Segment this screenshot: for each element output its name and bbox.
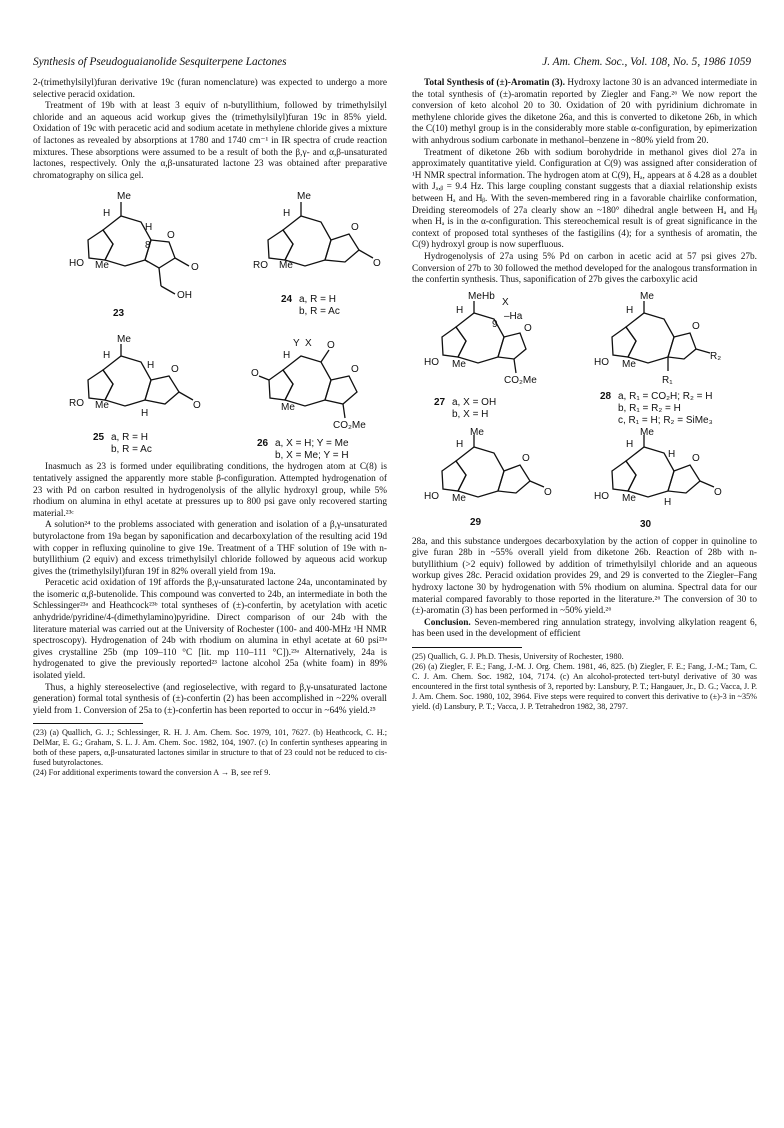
- paragraph: Hydroxy lactone 30 is an advanced intermediate in the total synthesis of (±)-aromatin reported by Ziegler and Fang.²⁶ We now report the conversion of keto alcohol 20 to 30. Oxidation of 20 with pyridinium dichromate in methylene chloride gives the diketone 26a, and this is converted to diketone 26b, in which the C(10) methyl group is in the considerably more stable α-configuration, by epimerization with anhydrous sodium carbonate in methanol–benzene in ~80% yield from 20.: [412, 78, 757, 146]
- atom-label: Me: [297, 191, 311, 203]
- atom-label: R₁: [662, 374, 673, 386]
- atom-label: O: [714, 486, 722, 498]
- atom-label: Me: [468, 290, 482, 302]
- paragraph: Inasmuch as 23 is formed under equilibrating conditions, the hydrogen atom at C(8) is tentatively assigned the apparently more stable β-configuration. Attempted hydrogenation of 23 with Pd on carbon resulted in hydrogenolysis of the allylic hydroxyl group, while 5% rhodium on alumina in ethyl acetate at pressures up to 800 psi gave only recovered starting material.²³ᶜ: [33, 462, 387, 519]
- atom-label: RO: [69, 398, 84, 410]
- compound-number: 25: [93, 432, 105, 444]
- structure-caption: b, R₁ = R₂ = H: [618, 402, 681, 414]
- structure-caption: a, X = H; Y = Me: [275, 438, 349, 450]
- left-column: [33, 78, 387, 778]
- structure-caption: b, X = H: [452, 408, 489, 420]
- atom-label: H: [626, 438, 634, 450]
- footnotes: [33, 728, 387, 778]
- atom-label: O: [251, 368, 259, 380]
- atom-label: 8: [145, 240, 151, 252]
- structures-25-26: [33, 332, 387, 462]
- structure-caption: b, X = Me; Y = H: [275, 450, 349, 462]
- atom-label: H: [664, 496, 672, 508]
- paragraph: Thus, a highly stereoselective (and regioselective, with regard to β,γ-unsaturated lactone generation) formal total synthesis of (±)-confertin (2) has been accomplished in ~22% overall yield from 1. Conversion of 25a to (±)-confertin has been reported to occur in ~64% yield.²⁵: [33, 682, 387, 716]
- paragraph: Seven-membered ring annulation strategy, involving alkylation reagent 6, has been used in the development of efficient: [412, 617, 757, 640]
- atom-label: H: [668, 448, 676, 460]
- compound-number: 24: [281, 294, 293, 306]
- atom-label: CO₂Me: [504, 374, 537, 386]
- atom-label: Me: [640, 426, 654, 438]
- atom-label: X: [502, 296, 509, 308]
- paragraph: Hydrogenolysis of 27a using 5% Pd on carbon in acetic acid at 57 psi gives 27b. Conversion of 27b to 30 followed the method developed for the analogous transformation in the confertin synthesis. Thus, saponification of 27b gives the carboxylic acid: [412, 251, 757, 286]
- footnote: (24) For additional experiments toward the conversion A → B, see ref 9.: [33, 768, 271, 778]
- atom-label: Me: [640, 290, 654, 302]
- atom-label: H: [103, 208, 111, 220]
- atom-label: Me: [95, 260, 109, 272]
- atom-label: Me: [622, 492, 636, 504]
- compound-number: 27: [434, 396, 446, 408]
- paragraph: 2-(trimethylsilyl)furan derivative 19c (furan nomenclature) was expected to undergo a more selective peracid oxidation.: [33, 78, 387, 100]
- atom-label: Me: [452, 358, 466, 370]
- paragraph: Treatment of 19b with at least 3 equiv of n-butyllithium, followed by trimethylsilyl chloride and an aqueous acid workup gives the (trimethylsilyl)furan 19c in 85% yield. Oxidation of 19c with peracetic acid and sodium acetate in methylene chloride gives a mixture of lactones as revealed by absorptions at 1780 and 1740 cm⁻¹ in IR spectra of crude reaction mixtures. These absorptions were assumed to be a result of both the β,γ- and α,β-unsaturated lactones, respectively. Only the α,β-unsaturated lactone 23 was obtained after preparative chromatography on silica gel.: [33, 101, 387, 181]
- structure-caption: b, R = Ac: [299, 306, 340, 318]
- right-column: [412, 78, 757, 712]
- atom-label: 9: [492, 318, 498, 330]
- atom-label: O: [692, 320, 700, 332]
- compound-number: 28: [600, 390, 612, 402]
- atom-label: Me: [117, 334, 131, 346]
- atom-label: OH: [177, 290, 192, 302]
- atom-label: Y: [293, 338, 300, 350]
- atom-label: H: [456, 438, 464, 450]
- atom-label: HO: [424, 490, 439, 502]
- atom-label: Me: [622, 358, 636, 370]
- atom-label: HO: [594, 356, 609, 368]
- structure-caption: a, R = H: [111, 432, 148, 444]
- atom-label: Me: [452, 492, 466, 504]
- paragraph: 28a, and this substance undergoes decarboxylation by the action of copper in quinoline to give furan 28b in ~55% overall yield from diketone 26b. Reaction of 28b with n-butyllithium (>2 equiv) followed by addition of trimethylsilyl chloride and an aqueous workup gives 28c. Peracid oxidation provides 29, and 29 is converted to the Ziegler–Fang hydroxy lactone 30 by hydrogenation with 5% rhodium on alumina. Spectral data for our material compared favorably to those reported in the literature.²⁶ The conversion of 30 to (±)-aromatin (3) has been performed in ~50% yield.²⁶: [412, 536, 757, 617]
- atom-label: –Ha: [504, 310, 523, 322]
- atom-label: H: [141, 408, 149, 420]
- structure-26: [259, 350, 357, 418]
- structure-caption: b, R = Ac: [111, 444, 152, 456]
- atom-label: O: [191, 262, 199, 274]
- header-journal: J. Am. Chem. Soc., Vol. 108, No. 5, 1986 1059: [542, 56, 751, 68]
- atom-label: O: [373, 258, 381, 270]
- atom-label: O: [522, 452, 530, 464]
- atom-label: Hb: [482, 290, 495, 302]
- footnote-rule: [412, 647, 522, 648]
- structures-23-24: [33, 182, 387, 332]
- atom-label: O: [327, 340, 335, 352]
- atom-label: H: [145, 222, 153, 234]
- structures-29-30: [412, 427, 757, 537]
- atom-label: X: [305, 338, 312, 350]
- structures-27-28: [412, 287, 757, 427]
- atom-label: Me: [117, 191, 131, 203]
- compound-number: 29: [470, 516, 482, 528]
- atom-label: H: [283, 350, 291, 362]
- section-heading: Total Synthesis of (±)-Aromatin (3).: [424, 78, 565, 88]
- paragraph: Peracetic acid oxidation of 19f affords the β,γ-unsaturated lactone 24a, uncontaminated by the isomeric α,β-butenolide. This compound was converted to 24b, an intermediate in both the Schlessinger²³ᵃ and Heathcock²³ᵇ total syntheses of (±)-confertin, by acetylation with acetic anhydride/pyridine/4-(dimethylamino)pyridine. Direct comparison of our 24b with the literature material was carried out at the University of Rochester (100- and 400-MHz ¹H NMR spectroscopy). Hydrogenation of 24b with rhodium on alumina in ethyl acetate at 60 psi²³ᵃ gives crystalline 25b (mp 109–110 °C [lit. mp 110–111 °C]).²³ᵃ Alternatively, 24a is hydrogenated to give the previously reported²³ lactone alcohol 25a (white foam) in 89% isolated yield.: [33, 578, 387, 682]
- structure-caption: c, R₁ = H; R₂ = SiMe₃: [618, 414, 713, 426]
- section-heading: Conclusion.: [424, 617, 471, 628]
- atom-label: O: [351, 364, 359, 376]
- footnote: (25) Quallich, G. J. Ph.D. Thesis, University of Rochester, 1980.: [412, 652, 624, 662]
- atom-label: O: [692, 452, 700, 464]
- compound-number: 30: [640, 518, 652, 530]
- paragraph: Treatment of diketone 26b with sodium borohydride in methanol gives diol 27a in approximately quantitative yield. Configuration at C(9) was assigned after consideration of ¹H NMR spectral information. The hydrogen atom at C(9), Hₐ, appears at δ 4.28 as a doublet with Jₐ,ᵦ = 9.4 Hz. This large coupling constant suggests that a diaxial relationship exists between Hₐ and Hᵦ. With the seven-membered ring in a favorable chairlike conformation, Dreiding stereomodels of 27a clearly show an ~180° dihedral angle between Hₐ and Hᵦ when Hₐ is in the α-configuration. This stereochemical result is of great significance in the context of proposed total syntheses of the fastigilins (4); for a synthesis of aromatin, the C(9) hydroxyl group is now superfluous.: [412, 147, 757, 251]
- atom-label: O: [193, 400, 201, 412]
- atom-label: Me: [281, 402, 295, 414]
- atom-label: Me: [95, 400, 109, 412]
- atom-label: O: [524, 322, 532, 334]
- atom-label: H: [147, 360, 155, 372]
- atom-label: H: [283, 208, 291, 220]
- footnote: (23) (a) Quallich, G. J.; Schlessinger, R. H. J. Am. Chem. Soc. 1979, 101, 7627. (b) Heathcock, C. H.; DelMar, E. G.; Graham, S. L. J. Am. Chem. Soc. 1982, 104, 1907. (c) In confertin syntheses appearing in both of these papers, α,β-unsaturated lactones similar in structure to that of 23 could not be reduced to cis-fused butyrolactones.: [33, 728, 387, 768]
- structure-caption: a, X = OH: [452, 396, 497, 408]
- atom-label: HO: [594, 490, 609, 502]
- compound-number: 26: [257, 438, 269, 450]
- structure-caption: a, R₁ = CO₂H; R₂ = H: [618, 390, 713, 402]
- footnote: (26) (a) Ziegler, F. E.; Fang, J.-M. J. Org. Chem. 1981, 46, 825. (b) Ziegler, F. E.; Fang, J.-M.; Tam, C. C. J. Am. Chem. Soc. 1982, 104, 7174. (c) An alcohol-protected tert-butyl derivative of 30 was encountered in the first total synthesis of 3, reported by: Lansbury, P. T.; Hangauer, Jr., D. G.; Vacca, J. P. J. Am. Chem. Soc. 1980, 102, 3964. Five steps were required to convert this derivative to (±)-3 in ~35% yield. (d) Lansbury, P. T.; Vacca, J. P. Tetrahedron 1982, 38, 2797.: [412, 662, 757, 712]
- atom-label: O: [544, 486, 552, 498]
- atom-label: H: [626, 304, 634, 316]
- header-title: Synthesis of Pseudoguaianolide Sesquiterpene Lactones: [33, 56, 287, 68]
- atom-label: Me: [279, 260, 293, 272]
- footnote-rule: [33, 723, 143, 724]
- atom-label: R₂: [710, 350, 722, 362]
- footnotes: [412, 652, 757, 712]
- atom-label: O: [351, 222, 359, 234]
- atom-label: O: [167, 230, 175, 242]
- atom-label: H: [103, 350, 111, 362]
- atom-label: RO: [253, 260, 268, 272]
- atom-label: CO₂Me: [333, 420, 366, 432]
- atom-label: Me: [470, 426, 484, 438]
- paragraph: A solution²⁴ to the problems associated with generation and isolation of a β,γ-unsaturated butyrolactone from 19a began by saponification and decarboxylation of the resulting acid 19d with copper in refluxing quinoline to give 19e. Treatment of a THF solution of 19e with n-butyllithium (2 equiv) and excess trimethylsilyl chloride followed by aqueous acid workup gives the (trimethylsilyl)furan 19f in 82% overall yield from 19a.: [33, 520, 387, 577]
- atom-label: H: [456, 304, 464, 316]
- structure-caption: a, R = H: [299, 294, 336, 306]
- atom-label: O: [171, 364, 179, 376]
- running-header: [33, 56, 751, 72]
- atom-label: HO: [69, 258, 84, 270]
- atom-label: HO: [424, 356, 439, 368]
- compound-number: 23: [113, 308, 125, 320]
